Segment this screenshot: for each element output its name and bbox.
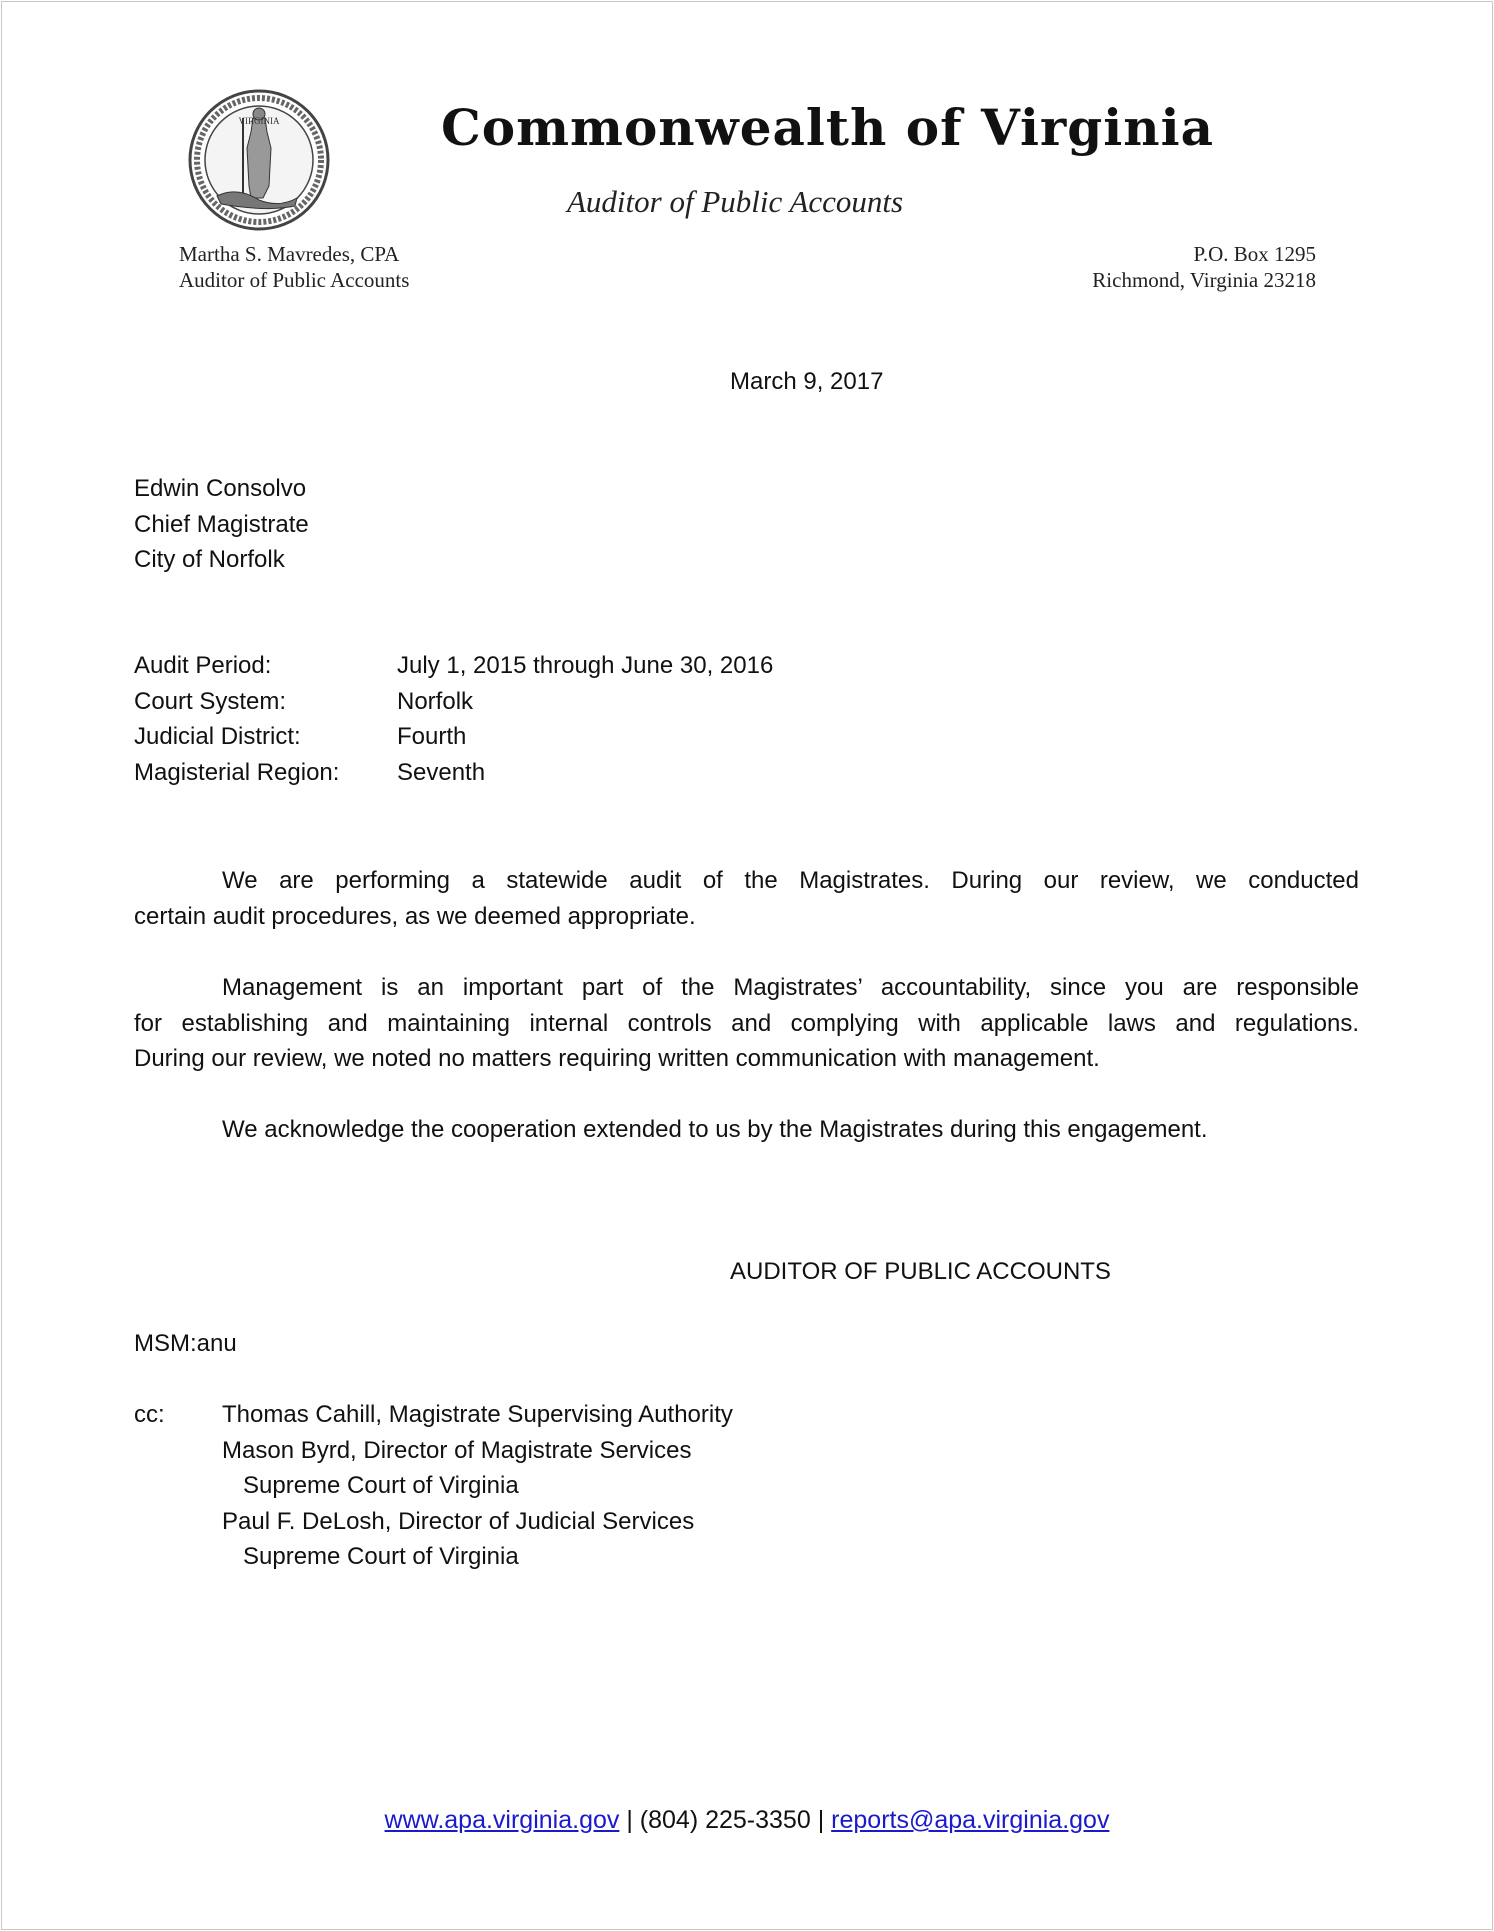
address-block — [1092, 241, 1316, 293]
audit-info-value: Fourth — [397, 723, 467, 751]
paragraph-line: certain audit procedures, as we deemed appropriate. — [134, 902, 696, 930]
auditor-name: Martha S. Mavredes, CPA — [179, 242, 400, 266]
virginia-seal-icon — [187, 88, 331, 232]
footer-separator: | — [626, 1806, 633, 1834]
recipient-organization: City of Norfolk — [134, 546, 285, 574]
email-link[interactable]: reports@apa.virginia.gov — [831, 1806, 1110, 1834]
auditor-title: Auditor of Public Accounts — [179, 268, 410, 292]
audit-info-label: Court System: — [134, 687, 287, 715]
phone-number: (804) 225-3350 — [639, 1806, 811, 1834]
paragraph-line: We are performing a statewide audit of the Magistrates. During our review, we conducted — [222, 867, 1359, 894]
letter-date: March 9, 2017 — [730, 368, 884, 395]
cc-recipient-organization: Supreme Court of Virginia — [243, 1543, 519, 1570]
auditor-name-block — [179, 241, 409, 293]
paragraph-line: for establishing and maintaining internal controls and complying with applicable laws and regulations. — [134, 1009, 1359, 1037]
audit-info-label: Judicial District: — [134, 723, 301, 751]
paragraph-line: Management is an important part of the Magistrates’ accountability, since you are responsible — [222, 974, 1359, 1001]
audit-info-label: Magisterial Region: — [134, 759, 340, 787]
cc-recipient: Paul F. DeLosh, Director of Judicial Services — [222, 1507, 695, 1535]
initials: MSM:anu — [134, 1330, 237, 1357]
recipient-name: Edwin Consolvo — [134, 475, 307, 502]
recipient-block — [134, 471, 309, 578]
audit-info-row — [134, 684, 773, 720]
body-paragraph-3 — [134, 1112, 1359, 1148]
paragraph-line: During our review, we noted no matters requiring written communication with management. — [134, 1045, 1100, 1073]
audit-info-row — [134, 719, 773, 755]
footer-separator: | — [817, 1806, 825, 1834]
website-link[interactable]: www.apa.virginia.gov — [384, 1806, 620, 1834]
audit-info-table — [134, 648, 773, 791]
seal-text: VIRGINIA — [238, 116, 280, 126]
city-state-zip: Richmond, Virginia 23218 — [1092, 268, 1316, 292]
signature-block: AUDITOR OF PUBLIC ACCOUNTS — [730, 1258, 1111, 1285]
audit-info-value: Norfolk — [397, 687, 474, 715]
cc-label: cc: — [134, 1401, 165, 1428]
audit-info-value: Seventh — [397, 759, 486, 787]
po-box: P.O. Box 1295 — [1193, 242, 1316, 266]
letterhead-subtitle: Auditor of Public Accounts — [567, 184, 904, 219]
cc-recipient-organization: Supreme Court of Virginia — [243, 1472, 519, 1499]
cc-recipient: Thomas Cahill, Magistrate Supervising Authority — [222, 1401, 733, 1428]
body-paragraph-1 — [134, 863, 1359, 934]
letterhead-title: Commonwealth of Virginia — [441, 98, 1214, 157]
audit-info-row — [134, 755, 773, 791]
audit-info-value: July 1, 2015 through June 30, 2016 — [397, 652, 774, 679]
cc-list — [222, 1397, 733, 1575]
recipient-title: Chief Magistrate — [134, 510, 309, 538]
footer — [0, 1806, 1494, 1835]
cc-recipient: Mason Byrd, Director of Magistrate Services — [222, 1436, 692, 1464]
audit-info-label: Audit Period: — [134, 652, 272, 679]
paragraph-line: We acknowledge the cooperation extended to us by the Magistrates during this engagement. — [222, 1116, 1208, 1143]
body-paragraph-2 — [134, 970, 1359, 1077]
audit-info-row — [134, 648, 773, 684]
